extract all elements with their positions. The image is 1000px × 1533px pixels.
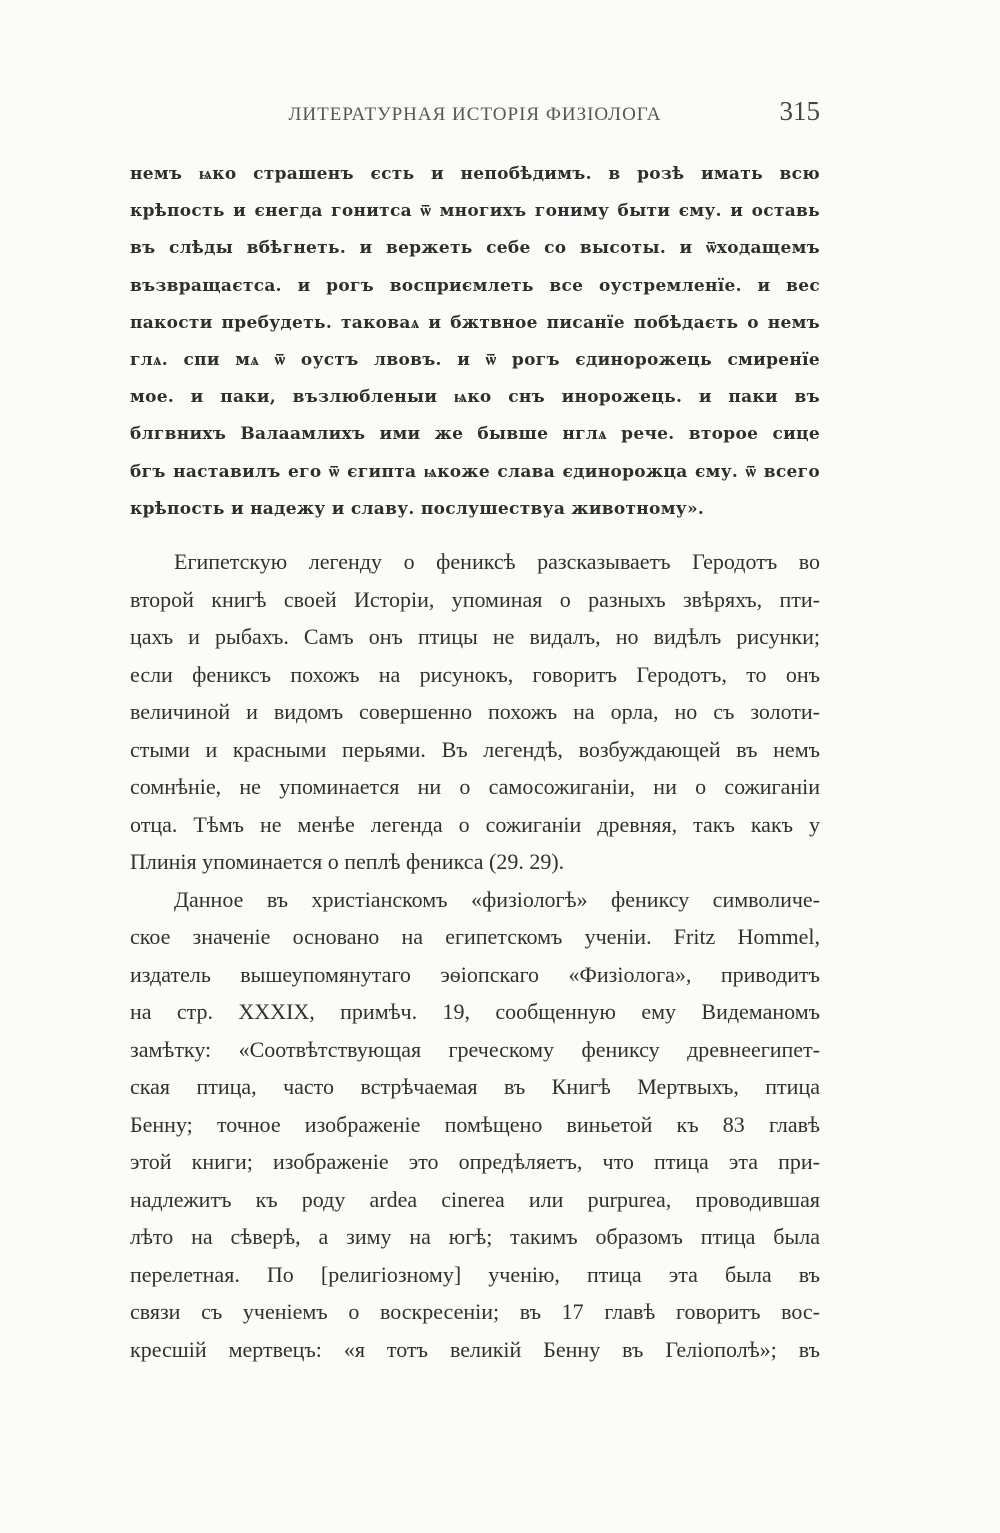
page-header bbox=[130, 96, 820, 136]
text-line: стыми и красными перьями. Въ легендѣ, возбуждающей въ немъ bbox=[130, 736, 820, 762]
paragraph-herodotus bbox=[130, 543, 820, 881]
text-line: величиной и видомъ совершенно похожъ на орла, но съ золоти- bbox=[130, 699, 820, 724]
text-line: связи съ ученіемъ о воскресеніи; въ 17 главѣ говоритъ вос- bbox=[130, 1299, 820, 1324]
text-line: этой книги; изображеніе это опредѣляетъ, что птица эта при- bbox=[130, 1149, 820, 1174]
text-line: ская птица, часто встрѣчаемая въ Книгѣ Мертвыхъ, птица bbox=[130, 1074, 820, 1099]
quote-line: въ слѣды вбѣгнеть. и вержеть себе со высоты. и ѿходащемъ bbox=[130, 238, 820, 259]
text-line: второй книгѣ своей Исторіи, упоминая о разныхъ звѣряхъ, пти- bbox=[130, 586, 820, 612]
quote-line: мое. и паки, възлюбленыи ѩко снъ инорожець. и паки въ bbox=[130, 387, 820, 408]
text-line: на стр. XXXIX, примѣч. 19, сообщенную ему Видеманомъ bbox=[130, 999, 820, 1024]
paragraph-physiologus bbox=[130, 881, 820, 1369]
text-line: кресшій мертвецъ: «я тотъ великій Бенну въ Геліополѣ»; въ bbox=[130, 1336, 820, 1362]
quote-line: глѧ. спи мѧ ѿ оустъ лвовъ. и ѿ рогъ єдинорожець смиренїе bbox=[130, 349, 820, 370]
text-line: Плинія упоминается о пеплѣ феникса (29. 29). bbox=[130, 849, 565, 874]
quote-line: възвращаєтса. и рогъ восприємлеть все оустремленїе. и вес bbox=[130, 275, 820, 296]
text-line: ское значеніе основано на египетскомъ ученіи. Fritz Hommel, bbox=[130, 924, 820, 949]
text-line: Египетскую легенду о фениксѣ разсказываетъ Геродотъ во bbox=[174, 549, 820, 574]
quote-line: блгвнихъ Валаамлихъ ими же бывше нглѧ рече. второе сице bbox=[130, 424, 820, 445]
text-line: сомнѣніе, не упоминается ни о самосожиганіи, ни о сожиганіи bbox=[130, 774, 820, 799]
quote-line: крѣпость и єнегда гонитса ѿ многихъ гониму быти єму. и оставь bbox=[130, 201, 820, 222]
text-line: замѣтку: «Соотвѣтствующая греческому фениксу древнеегипет- bbox=[130, 1036, 820, 1062]
text-line: издатель вышеупомянутаго эѳіопскаго «Физіолога», приводитъ bbox=[130, 961, 820, 987]
quote-line: крѣпость и надежу и славу. послушествуа животному». bbox=[130, 498, 705, 519]
body-text bbox=[130, 543, 820, 1368]
page-number: 315 bbox=[779, 96, 820, 126]
text-line: Данное въ христіанскомъ «физіологѣ» фениксу символиче- bbox=[174, 886, 820, 912]
text-line: надлежитъ къ роду ardea cinerea или purpurea, проводившая bbox=[130, 1186, 820, 1212]
quote-line: пакости пребудеть. таковаѧ и бжтвное писанїе побѣдаєть о немъ bbox=[130, 312, 820, 333]
church-slavonic-quote bbox=[130, 156, 820, 528]
text-line: отца. Тѣмъ не менѣе легенда о сожиганіи древняя, такъ какъ у bbox=[130, 811, 820, 837]
quote-line: бгъ наставилъ его ѿ єгипта ѩкоже слава єдинорожца єму. ѿ всего bbox=[130, 461, 820, 482]
text-line: цахъ и рыбахъ. Самъ онъ птицы не видалъ, но видѣлъ рисунки; bbox=[130, 624, 820, 649]
quote-line: немъ ѩко страшенъ єсть и непобѣдимъ. в розѣ имать всю bbox=[130, 164, 820, 184]
text-line: лѣто на сѣверѣ, а зиму на югѣ; такимъ образомъ птица была bbox=[130, 1224, 820, 1249]
text-line: перелетная. По [религіозному] ученію, птица эта была въ bbox=[130, 1261, 820, 1287]
text-line: если фениксъ похожъ на рисунокъ, говоритъ Геродотъ, то онъ bbox=[130, 661, 820, 687]
text-line: Бенну; точное изображеніе помѣщено виньетой къ 83 главѣ bbox=[130, 1111, 820, 1137]
running-title: ЛИТЕРАТУРНАЯ ИСТОРІЯ ФИЗІОЛОГА bbox=[288, 104, 662, 125]
